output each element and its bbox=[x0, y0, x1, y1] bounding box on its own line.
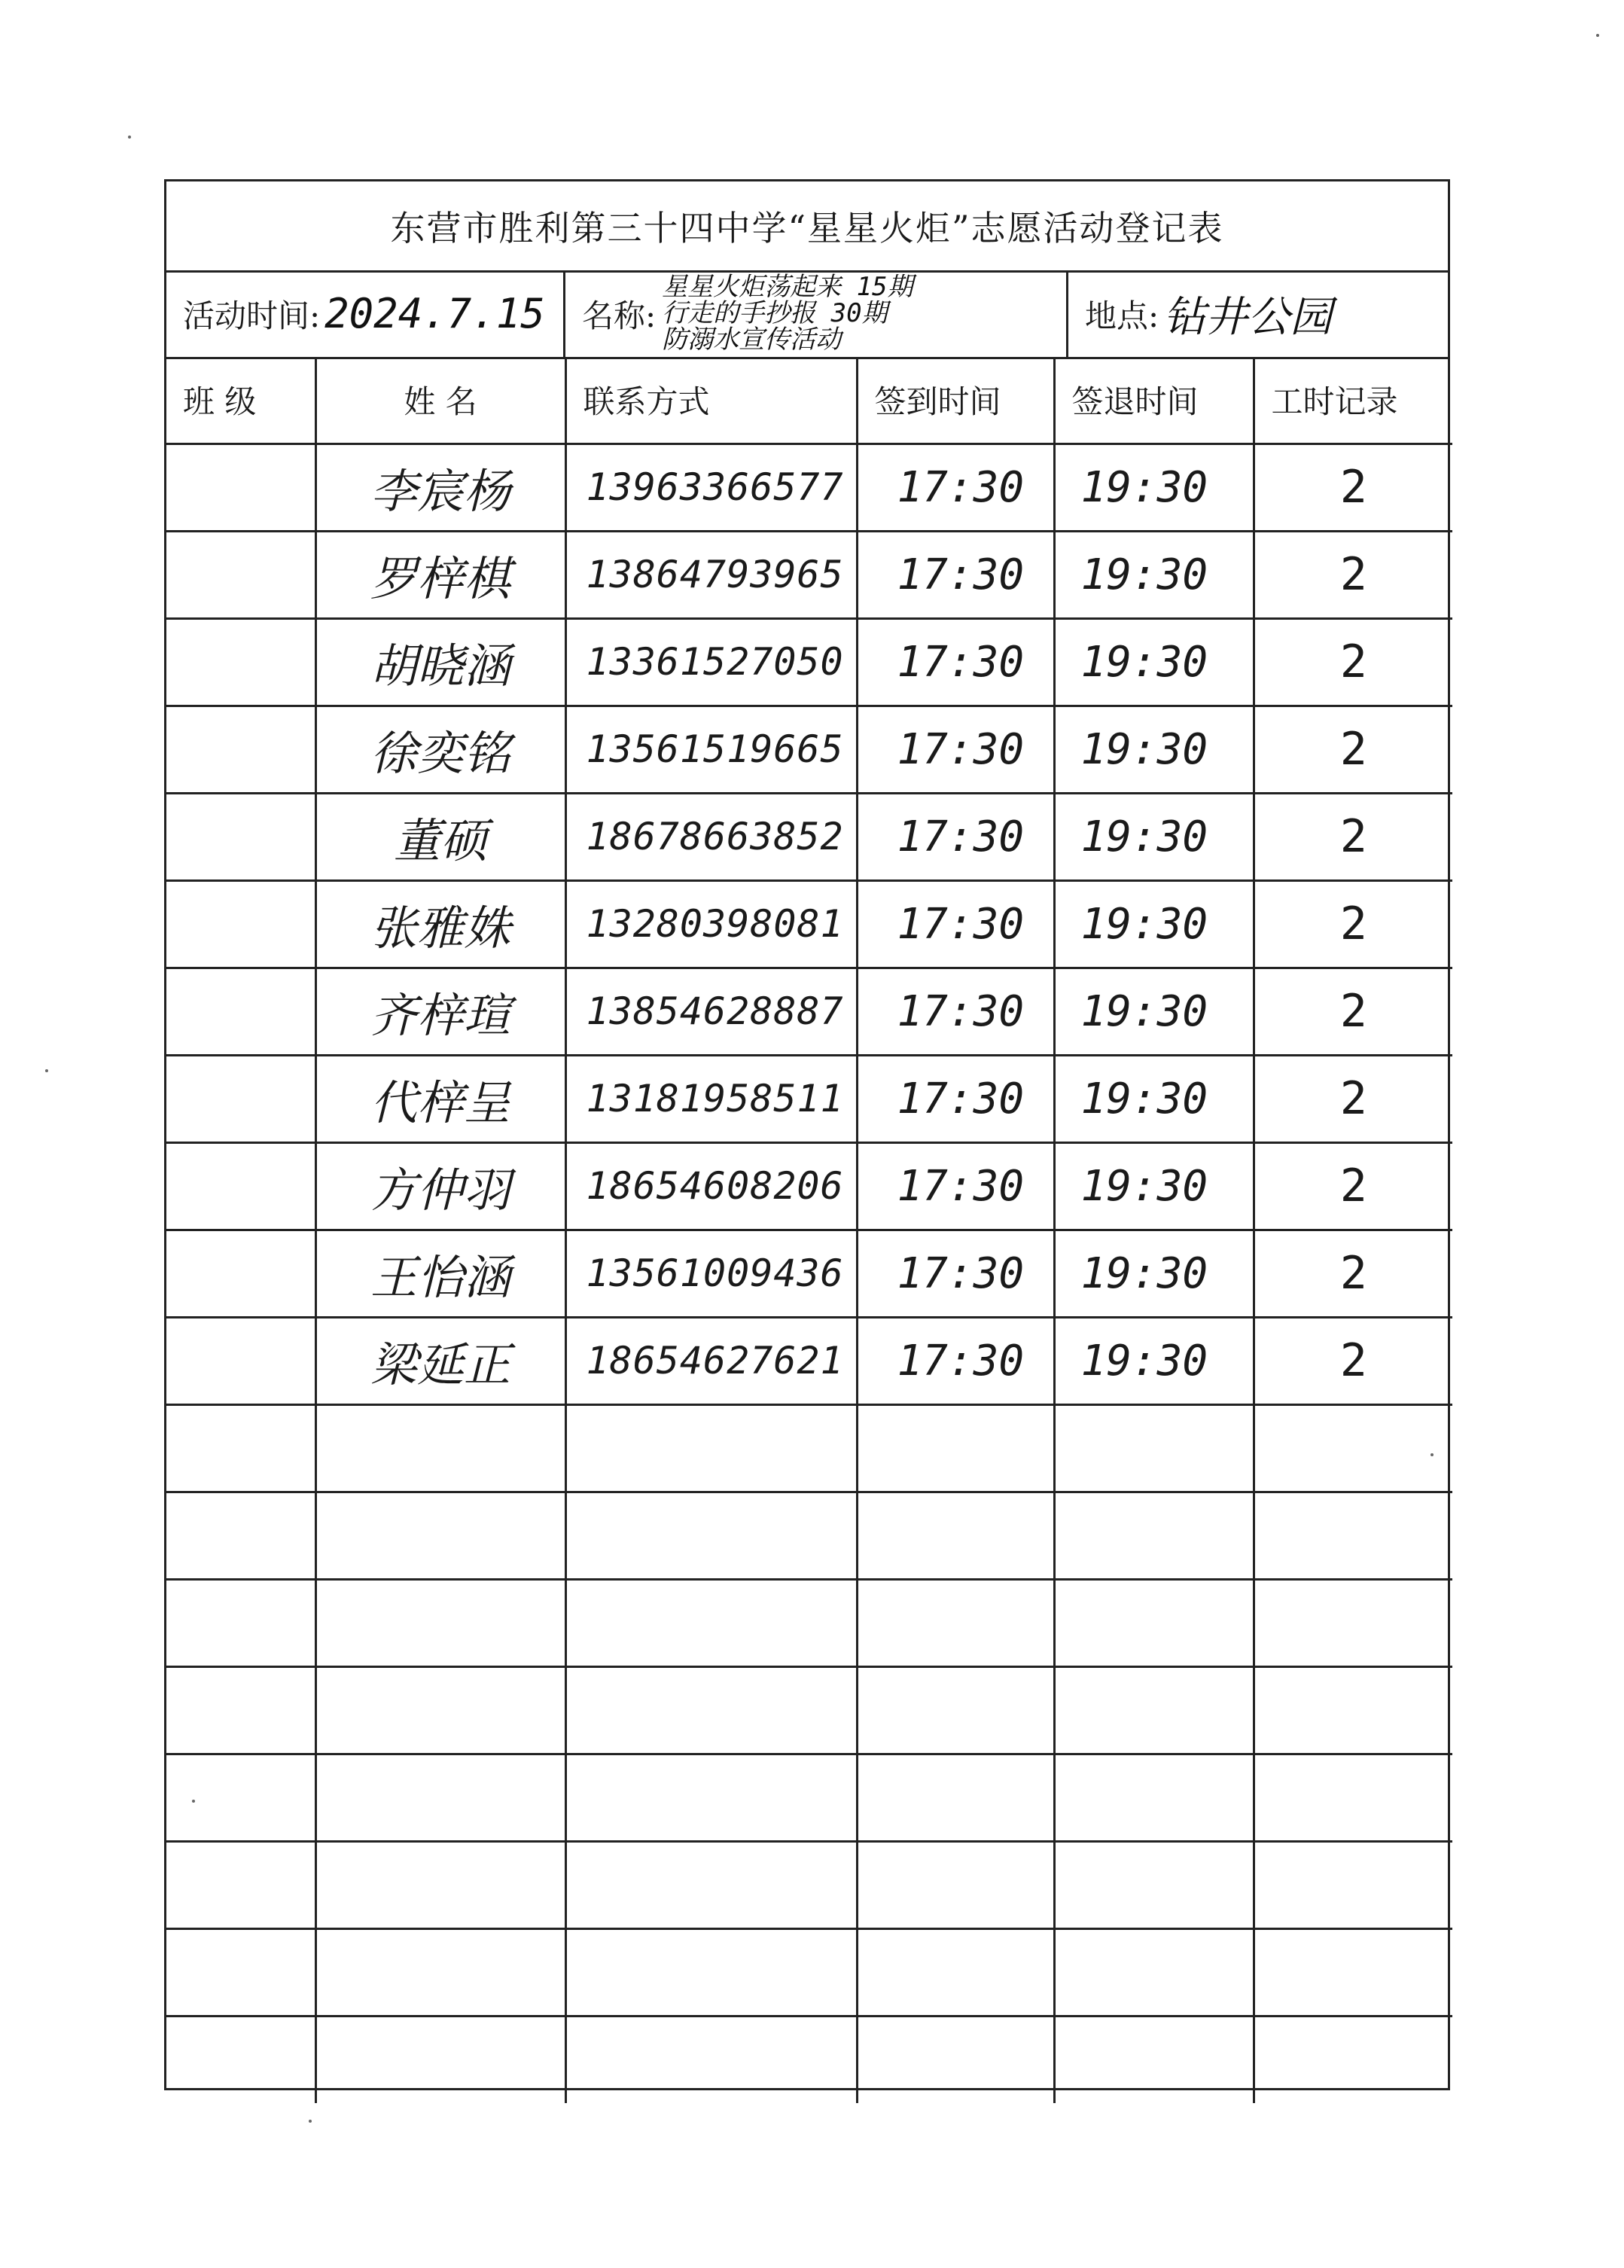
sign-out-time-cell: 19:30 bbox=[1054, 793, 1254, 880]
sign-out-time-cell bbox=[1054, 1666, 1254, 1754]
sign-in-time-cell bbox=[857, 1666, 1054, 1754]
student-name-cell: 徐奕铭 bbox=[315, 706, 565, 793]
class-cell bbox=[166, 880, 315, 968]
activity-name-line: 防溺水宣传活动 bbox=[662, 324, 842, 355]
phone-cell: 13561009436 bbox=[565, 1230, 857, 1317]
sign-out-time-cell: 19:30 bbox=[1054, 968, 1254, 1055]
table-row bbox=[166, 1579, 1452, 1666]
header-name: 姓 名 bbox=[315, 357, 565, 444]
sign-in-time-cell bbox=[857, 2016, 1054, 2103]
work-hours-cell bbox=[1254, 1404, 1452, 1492]
phone-cell bbox=[565, 1841, 857, 1928]
class-cell bbox=[166, 1142, 315, 1230]
student-name-cell bbox=[315, 1666, 565, 1754]
student-name-cell bbox=[315, 1579, 565, 1666]
work-hours-cell: 2 bbox=[1254, 793, 1452, 880]
class-cell bbox=[166, 1579, 315, 1666]
table-row bbox=[166, 1492, 1452, 1579]
table-row bbox=[166, 1754, 1452, 1841]
activity-name-line: 星星火炬荡起来 15期 bbox=[662, 272, 913, 303]
phone-cell: 18654608206 bbox=[565, 1142, 857, 1230]
sign-out-time-cell: 19:30 bbox=[1054, 1055, 1254, 1142]
sign-out-time-cell: 19:30 bbox=[1054, 444, 1254, 531]
sign-out-time-cell bbox=[1054, 1404, 1254, 1492]
class-cell bbox=[166, 1230, 315, 1317]
student-name-cell: 梁延正 bbox=[315, 1317, 565, 1404]
sign-out-time-cell bbox=[1054, 1928, 1254, 2016]
table-row bbox=[166, 880, 1452, 968]
work-hours-cell bbox=[1254, 2016, 1452, 2103]
table-row bbox=[166, 1666, 1452, 1754]
phone-cell bbox=[565, 1754, 857, 1841]
sign-in-time-cell bbox=[857, 1928, 1054, 2016]
student-name-cell: 齐梓瑄 bbox=[315, 968, 565, 1055]
work-hours-cell bbox=[1254, 1928, 1452, 2016]
sign-out-time-cell bbox=[1054, 1754, 1254, 1841]
header-phone: 联系方式 bbox=[565, 357, 857, 444]
student-name-cell: 王怡涵 bbox=[315, 1230, 565, 1317]
work-hours-cell bbox=[1254, 1579, 1452, 1666]
sign-out-time-cell bbox=[1054, 1841, 1254, 1928]
phone-cell: 13361527050 bbox=[565, 618, 857, 706]
sign-out-time-cell: 19:30 bbox=[1054, 1317, 1254, 1404]
sign-in-time-cell: 17:30 bbox=[857, 1317, 1054, 1404]
scan-speck bbox=[128, 136, 131, 139]
form-title: 东营市胜利第三十四中学“星星火炬”志愿活动登记表 bbox=[166, 181, 1448, 273]
phone-cell: 13864793965 bbox=[565, 531, 857, 618]
table-row bbox=[166, 706, 1452, 793]
header-class: 班 级 bbox=[166, 357, 315, 444]
sign-in-time-cell: 17:30 bbox=[857, 618, 1054, 706]
sign-in-time-cell: 17:30 bbox=[857, 968, 1054, 1055]
work-hours-cell: 2 bbox=[1254, 880, 1452, 968]
sign-in-time-cell bbox=[857, 1754, 1054, 1841]
table-row bbox=[166, 1055, 1452, 1142]
phone-cell bbox=[565, 1404, 857, 1492]
student-name-cell bbox=[315, 1928, 565, 2016]
work-hours-cell: 2 bbox=[1254, 531, 1452, 618]
work-hours-cell: 2 bbox=[1254, 444, 1452, 531]
activity-time-label: 活动时间: bbox=[183, 297, 321, 334]
student-name-cell: 张雅姝 bbox=[315, 880, 565, 968]
registration-form bbox=[164, 179, 1450, 2090]
activity-time-cell bbox=[166, 270, 565, 357]
student-name-cell bbox=[315, 1492, 565, 1579]
scan-speck bbox=[1596, 34, 1599, 37]
student-name-cell bbox=[315, 1754, 565, 1841]
class-cell bbox=[166, 1928, 315, 2016]
phone-cell bbox=[565, 2016, 857, 2103]
phone-cell: 13561519665 bbox=[565, 706, 857, 793]
work-hours-cell bbox=[1254, 1492, 1452, 1579]
work-hours-cell: 2 bbox=[1254, 1230, 1452, 1317]
sign-in-time-cell: 17:30 bbox=[857, 531, 1054, 618]
student-name-cell: 罗梓棋 bbox=[315, 531, 565, 618]
sign-in-time-cell: 17:30 bbox=[857, 444, 1054, 531]
sign-out-time-cell: 19:30 bbox=[1054, 1142, 1254, 1230]
class-cell bbox=[166, 793, 315, 880]
scan-speck bbox=[309, 2120, 312, 2123]
class-cell bbox=[166, 2016, 315, 2103]
activity-name-label: 名称: bbox=[582, 297, 657, 334]
sign-out-time-cell bbox=[1054, 1492, 1254, 1579]
attendance-table bbox=[166, 357, 1452, 2103]
work-hours-cell bbox=[1254, 1754, 1452, 1841]
sign-out-time-cell bbox=[1054, 1579, 1254, 1666]
sign-in-time-cell bbox=[857, 1579, 1054, 1666]
class-cell bbox=[166, 968, 315, 1055]
work-hours-cell: 2 bbox=[1254, 968, 1452, 1055]
class-cell bbox=[166, 1317, 315, 1404]
phone-cell bbox=[565, 1928, 857, 2016]
class-cell bbox=[166, 1492, 315, 1579]
student-name-cell bbox=[315, 2016, 565, 2103]
sign-in-time-cell bbox=[857, 1841, 1054, 1928]
student-name-cell bbox=[315, 1841, 565, 1928]
phone-cell: 13280398081 bbox=[565, 880, 857, 968]
sign-out-time-cell: 19:30 bbox=[1054, 531, 1254, 618]
table-row bbox=[166, 618, 1452, 706]
work-hours-cell: 2 bbox=[1254, 1055, 1452, 1142]
class-cell bbox=[166, 1666, 315, 1754]
student-name-cell: 董硕 bbox=[315, 793, 565, 880]
activity-name-lines bbox=[662, 272, 913, 355]
student-name-cell bbox=[315, 1404, 565, 1492]
table-header-row bbox=[166, 357, 1452, 444]
sign-in-time-cell: 17:30 bbox=[857, 1230, 1054, 1317]
table-row bbox=[166, 793, 1452, 880]
header-sign-out: 签退时间 bbox=[1054, 357, 1254, 444]
work-hours-cell bbox=[1254, 1841, 1452, 1928]
work-hours-cell: 2 bbox=[1254, 618, 1452, 706]
table-row bbox=[166, 1317, 1452, 1404]
class-cell bbox=[166, 531, 315, 618]
header-hours: 工时记录 bbox=[1254, 357, 1452, 444]
student-name-cell: 方仲羽 bbox=[315, 1142, 565, 1230]
sign-out-time-cell: 19:30 bbox=[1054, 618, 1254, 706]
activity-name-line: 行走的手抄报 30期 bbox=[662, 298, 888, 329]
table-row bbox=[166, 968, 1452, 1055]
table-row bbox=[166, 531, 1452, 618]
phone-cell: 13854628887 bbox=[565, 968, 857, 1055]
work-hours-cell: 2 bbox=[1254, 1317, 1452, 1404]
activity-place-label: 地点: bbox=[1085, 297, 1159, 334]
phone-cell bbox=[565, 1492, 857, 1579]
sign-in-time-cell: 17:30 bbox=[857, 706, 1054, 793]
table-row bbox=[166, 2016, 1452, 2103]
activity-place-cell bbox=[1068, 270, 1452, 357]
activity-place-value: 钻井公园 bbox=[1163, 292, 1333, 342]
class-cell bbox=[166, 618, 315, 706]
sign-in-time-cell bbox=[857, 1404, 1054, 1492]
scan-speck bbox=[45, 1069, 48, 1072]
class-cell bbox=[166, 1055, 315, 1142]
sign-in-time-cell: 17:30 bbox=[857, 793, 1054, 880]
attendance-rows bbox=[166, 444, 1452, 2103]
activity-name-cell bbox=[565, 270, 1068, 357]
activity-info-row bbox=[166, 270, 1448, 359]
header-sign-in: 签到时间 bbox=[857, 357, 1054, 444]
table-row bbox=[166, 444, 1452, 531]
class-cell bbox=[166, 1754, 315, 1841]
sign-in-time-cell: 17:30 bbox=[857, 1142, 1054, 1230]
student-name-cell: 李宸杨 bbox=[315, 444, 565, 531]
table-row bbox=[166, 1142, 1452, 1230]
sign-in-time-cell: 17:30 bbox=[857, 1055, 1054, 1142]
class-cell bbox=[166, 706, 315, 793]
class-cell bbox=[166, 1841, 315, 1928]
phone-cell bbox=[565, 1579, 857, 1666]
work-hours-cell: 2 bbox=[1254, 706, 1452, 793]
work-hours-cell: 2 bbox=[1254, 1142, 1452, 1230]
sign-in-time-cell bbox=[857, 1492, 1054, 1579]
table-row bbox=[166, 1928, 1452, 2016]
sign-out-time-cell: 19:30 bbox=[1054, 706, 1254, 793]
work-hours-cell bbox=[1254, 1666, 1452, 1754]
phone-cell: 18678663852 bbox=[565, 793, 857, 880]
sign-out-time-cell bbox=[1054, 2016, 1254, 2103]
table-row bbox=[166, 1404, 1452, 1492]
student-name-cell: 代梓呈 bbox=[315, 1055, 565, 1142]
phone-cell: 18654627621 bbox=[565, 1317, 857, 1404]
class-cell bbox=[166, 1404, 315, 1492]
student-name-cell: 胡晓涵 bbox=[315, 618, 565, 706]
class-cell bbox=[166, 444, 315, 531]
sign-in-time-cell: 17:30 bbox=[857, 880, 1054, 968]
table-row bbox=[166, 1841, 1452, 1928]
phone-cell: 13963366577 bbox=[565, 444, 857, 531]
sign-out-time-cell: 19:30 bbox=[1054, 880, 1254, 968]
table-row bbox=[166, 1230, 1452, 1317]
phone-cell bbox=[565, 1666, 857, 1754]
sign-out-time-cell: 19:30 bbox=[1054, 1230, 1254, 1317]
phone-cell: 13181958511 bbox=[565, 1055, 857, 1142]
activity-time-value: 2024.7.15 bbox=[324, 290, 545, 337]
